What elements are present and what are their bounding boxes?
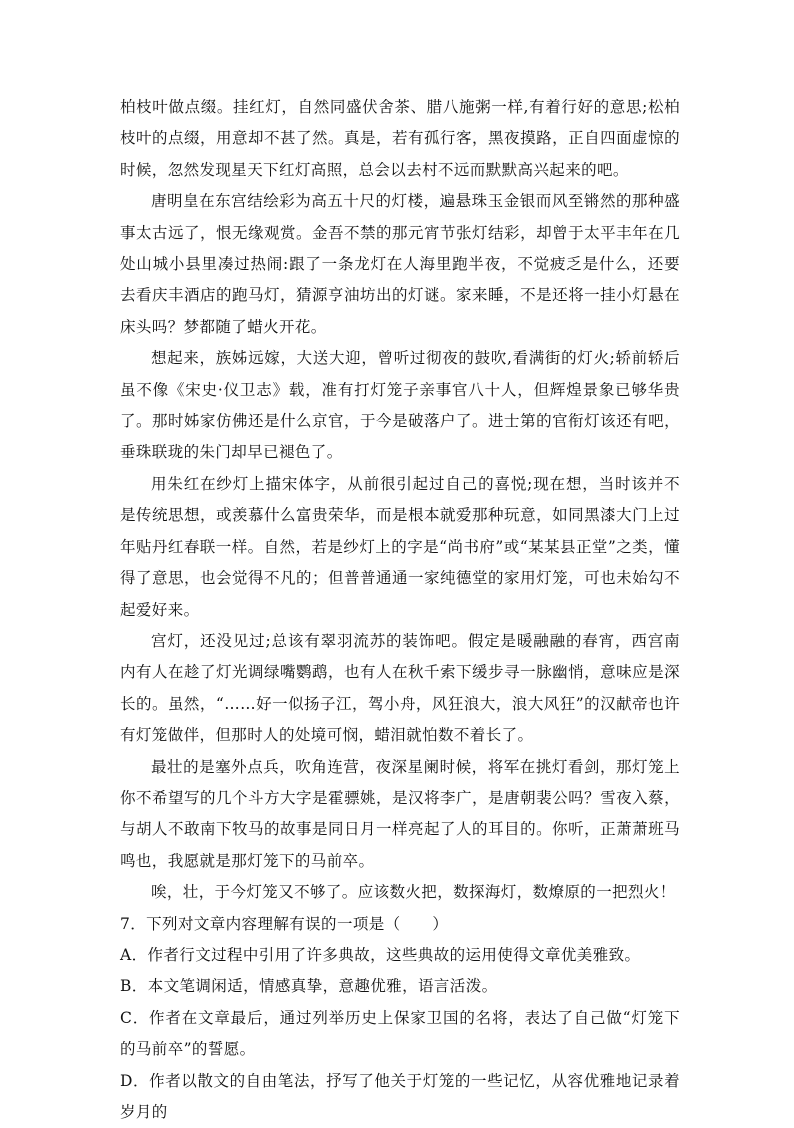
document-body: [120, 92, 680, 1128]
question-option-a: A．作者行文过程中引用了许多典故，这些典故的运用使得文章优美雅致。: [120, 945, 641, 964]
paragraph-3: 想起来，族姊远嫁，大送大迎，曾听过彻夜的鼓吹,看满街的灯火;轿前轿后虽不像《宋史·仪卫志》载，准有打灯笼子亲事官八十人，但辉煌景象已够华贵了。那时姊家仿佛还是什么京官，于今是破落户了。进士第的官衔灯该还有吧，垂珠联珑的朱门却早已褪色了。: [120, 349, 680, 462]
paragraph-4: 用朱红在纱灯上描宋体字，从前很引起过自己的喜悦;现在想，当时该并不是传统思想，或羡慕什么富贵荣华，而是根本就爱那种玩意，如同黑漆大门上过年贴丹红春联一样。自然，若是纱灯上的字是“尚书府”或“某某县正堂”之类，懂得了意思，也会觉得不凡的；但普普通通一家纯德堂的家用灯笼，可也未始勾不起爱好来。: [120, 474, 680, 619]
paragraph-5: 宫灯，还没见过;总该有翠羽流苏的装饰吧。假定是暖融融的春宵，西宫南内有人在趁了灯光调绿嘴鹦鹉，也有人在秋千索下缓步寻一脉幽悄，意味应是深长的。虽然，“……好一似扬子江，驾小舟，风狂浪大，浪大风狂”的汉献帝也许有灯笼做伴，但那时人的处境可悯，蜡泪就怕数不着长了。: [120, 631, 680, 745]
question-option-c: C．作者在文章最后，通过列举历史上保家卫国的名将，表达了自己做“灯笼下的马前卒”的誓愿。: [120, 1008, 680, 1059]
question-option-b: B．本文笔调闲适，情感真挚，意趣优雅，语言活泼。: [120, 977, 498, 996]
question-stem: 7．下列对文章内容理解有误的一项是（ ）: [120, 914, 449, 933]
paragraph-1: 柏枝叶做点缀。挂红灯，自然同盛伏舍茶、腊八施粥一样,有着行好的意思;松柏枝叶的点缀，用意却不甚了然。真是，若有孤行客，黑夜摸路，正自四面虚惊的时候，忽然发现星天下红灯高照，总会以去村不远而默默高兴起来的吧。: [120, 98, 680, 179]
paragraph-7: 唉，壮，于今灯笼又不够了。应该数火把，数探海灯，数燎原的一把烈火！: [151, 883, 676, 902]
paragraph-6: 最壮的是塞外点兵，吹角连营，夜深星阑时候，将军在挑灯看剑，那灯笼上你不希望写的几个斗方大字是霍骠姚，是汉将李广，是唐朝裴公吗？雪夜入蔡，与胡人不敢南下牧马的故事是同日月一样亮起了人的耳目的。你听，正萧萧班马鸣也，我愿就是那灯笼下的马前卒。: [120, 757, 680, 870]
question-option-d: D．作者以散文的自由笔法，抒写了他关于灯笼的一些记忆，从容优雅地记录着岁月的: [120, 1071, 680, 1121]
paragraph-2: 唐明皇在东宫结绘彩为高五十尺的灯楼，遍悬珠玉金银而风至锵然的那种盛事太古远了，恨无缘观赏。金吾不禁的那元宵节张灯结彩，却曾于太平丰年在几处山城小县里凑过热闹:跟了一条龙灯在人海里跑半夜，不觉疲乏是什么，还要去看庆丰酒店的跑马灯，猜源亨油坊出的灯谜。家来睡，不是还将一挂小灯悬在床头吗？梦都随了蜡火开花。: [120, 192, 680, 336]
